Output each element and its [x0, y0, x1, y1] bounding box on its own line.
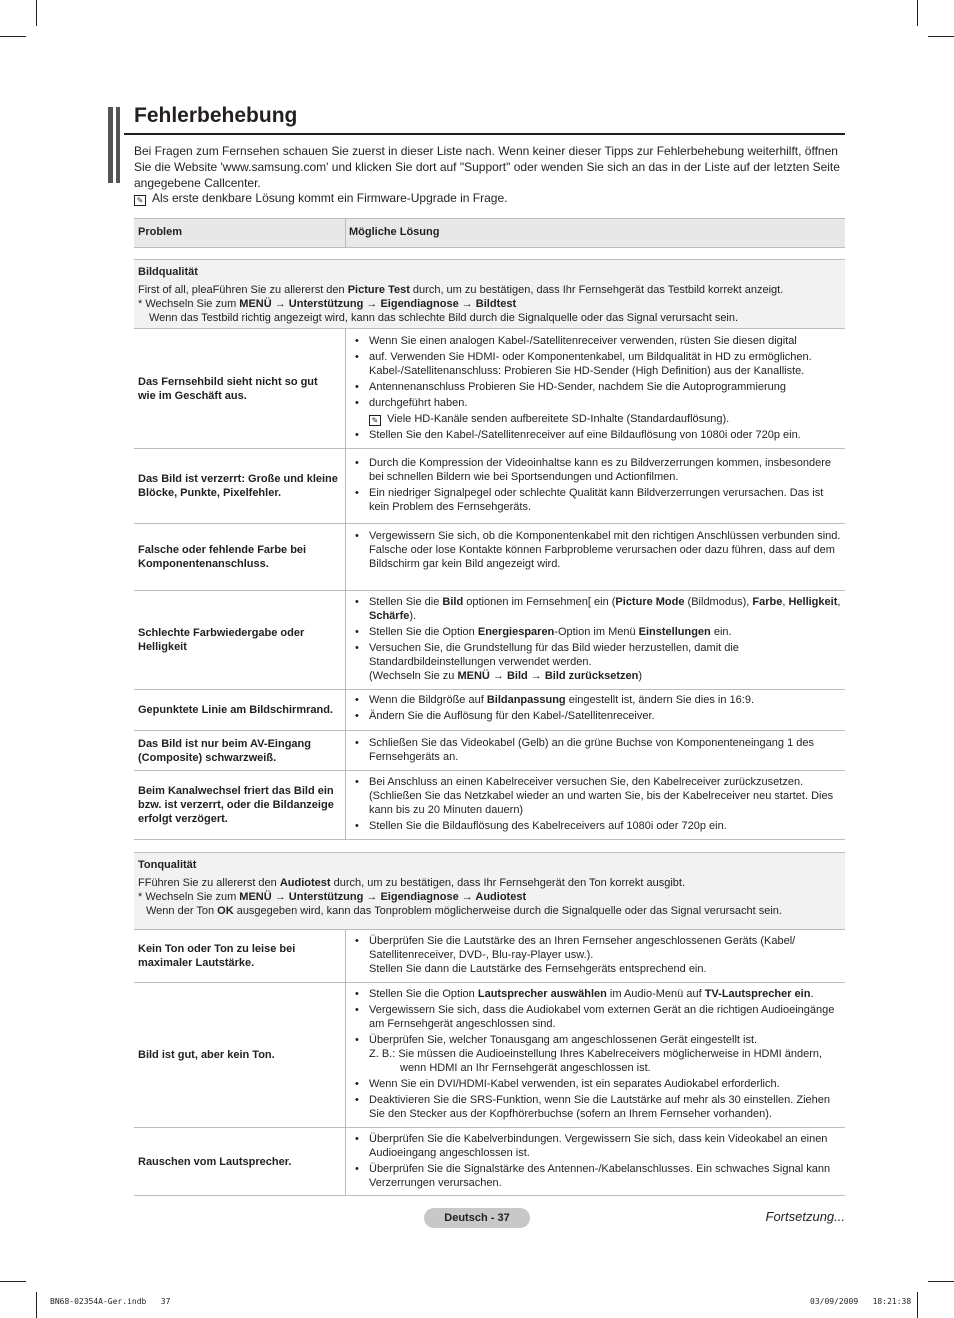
problem-cell: Das Bild ist verzerrt: Große und kleine Blöcke, Punkte, Pixelfehler. [138, 473, 338, 499]
solution-item: • Stellen Sie den Kabel-/Satellitenreceiver auf eine Bildauflösung von 1080i oder 720p ein. [353, 428, 841, 442]
crop-mark [928, 1281, 954, 1282]
table-row [134, 983, 845, 1128]
section-line: * Wechseln Sie zum MENÜ → Unterstützung → Eigendiagnose → Bildtest [138, 298, 517, 310]
crop-mark [36, 1292, 37, 1318]
section-line: Wenn der Ton OK ausgegeben wird, kann das Tonproblem möglicherweise durch die Signalquelle oder das Signal verursacht sein. [146, 905, 782, 917]
solution-item: • Deaktivieren Sie die SRS-Funktion, wenn Sie die Lautstärke auf mehr als 30 einstellen. Ziehen Sie den Stecker aus der Kopfhörerbuchse (sofern an Ihrem Fernseher vorhanden). [353, 1093, 841, 1121]
solution-item: • Wenn Sie ein DVI/HDMI-Kabel verwenden, ist ein separates Audiokabel erforderlich. [353, 1077, 841, 1091]
solution-item: • Antennenanschluss Probieren Sie HD-Sender, nachdem Sie die Autoprogrammierung [353, 380, 841, 394]
section-line: * Wechseln Sie zum MENÜ → Unterstützung → Eigendiagnose → Audiotest [138, 891, 527, 903]
page-title: Fehlerbehebung [134, 104, 298, 127]
solution-item: • Überprüfen Sie die Lautstärke des an Ihren Fernseher angeschlossenen Geräts (Kabel/ Satellitenreceiver, DVD-, Blu-ray-Player usw.). Stellen Sie dann die Lautstärke des Fernsehgeräts entsprechend ein. [353, 934, 841, 976]
problem-cell: Das Fernsehbild sieht nicht so gut wie im Geschäft aus. [138, 375, 318, 402]
col-solution-header: Mögliche Lösung [349, 226, 440, 238]
table-row [134, 731, 845, 771]
table-row [134, 930, 845, 983]
solution-item: • Durch die Kompression der Videoinhaltse kann es zu Bildverzerrungen kommen, insbesondere bei schnellen Bildern wie bei Sportsendungen und Actionfilmen. [353, 456, 841, 484]
page-number-badge: Deutsch - 37 [424, 1208, 530, 1228]
solution-item: • Wenn die Bildgröße auf Bildanpassung eingestellt ist, ändern Sie dies in 16:9. [353, 693, 841, 707]
section-line: First of all, pleaFühren Sie zu allererst den Picture Test durch, um zu bestätigen, dass Ihr Fernsehgerät das Testbild korrekt anzeigt. [138, 284, 784, 296]
section-title: Bildqualität [138, 266, 198, 278]
solution-item: • Versuchen Sie, die Grundstellung für das Bild wieder herzustellen, damit die Standardbildeinstellungen verwendet werden. (Wechseln Sie zu MENÜ → Bild → Bild zurücksetzen) [353, 641, 841, 683]
table-row [134, 329, 845, 449]
solution-item: • Überprüfen Sie die Signalstärke des Antennen-/Kabelanschlusses. Ein schwaches Signal kann Verzerrungen verursachen. [353, 1162, 841, 1190]
solution-item: • Ein niedriger Signalpegel oder schlechte Qualität kann Bildverzerrungen verursachen. Das ist kein Problem des Fernsehgeräts. [353, 486, 841, 514]
crop-mark [0, 36, 26, 37]
solution-item: • Vergewissern Sie sich, ob die Komponentenkabel mit den richtigen Anschlüssen verbunden sind. Falsche oder lose Kontakte können Farbprobleme verursachen oder dazu führen, dass auf dem Bildschirm gar kein Bild angezeigt wird. [353, 529, 841, 571]
sound-section [134, 852, 845, 930]
intro-note [134, 190, 508, 206]
table-row [134, 771, 845, 840]
problem-cell: Rauschen vom Lautsprecher. [138, 1155, 292, 1168]
table-row [134, 591, 845, 690]
solution-item: • Stellen Sie die Bildauflösung des Kabelreceivers auf 1080i oder 720p ein. [353, 819, 841, 833]
problem-cell: Bild ist gut, aber kein Ton. [138, 1049, 275, 1061]
solution-note: ✎ Viele HD-Kanäle senden aufbereitete SD-Inhalte (Standardauflösung). [353, 412, 841, 426]
crop-mark [928, 36, 954, 37]
solution-cell [353, 987, 841, 1123]
solution-item: • Stellen Sie die Option Energiesparen-Option im Menü Einstellungen ein. [353, 625, 841, 639]
crop-mark [917, 1292, 918, 1318]
solution-item: • auf. Verwenden Sie HDMI- oder Komponentenkabel, um Bildqualität in HD zu ermöglichen. Kabel-/Satellitenanschluss: Probieren Sie HD-Sender (High Definition) aus der Kanalliste. [353, 350, 841, 378]
table-row [134, 524, 845, 591]
solution-item: • Vergewissern Sie sich, dass die Audiokabel vom externen Gerät an die richtigen Audioeingänge am Fernsehgerät angeschlossen sind. [353, 1003, 841, 1031]
intro-text: Bei Fragen zum Fernsehen schauen Sie zuerst in dieser Liste nach. Wenn keiner dieser Tipps zur Fehlerbehebung weiterhilft, öffnen Sie die Website 'www.samsung.com' und klicken Sie dort auf "Support" oder wenden Sie sich an das in der Liste auf der letzten Seite angegebene Callcenter. [134, 144, 840, 190]
solution-cell [353, 934, 841, 978]
solution-item: • Überprüfen Sie, welcher Tonausgang am angeschlossenen Gerät eingestellt ist. Z. B.: Sie müssen die Audioeinstellung Ihres Kabelreceivers möglicherweise in HDMI ändern, wenn HDMI an Ihr Fernsehgerät angeschlossen ist. [353, 1033, 841, 1075]
note-icon: ✎ [369, 415, 381, 426]
print-file-info: BN68-02354A-Ger.indb 37 [50, 1297, 171, 1306]
print-date-info: 03/09/2009 18:21:38 [810, 1297, 912, 1306]
solution-cell [353, 456, 841, 516]
table-row [134, 690, 845, 731]
problem-cell: Falsche oder fehlende Farbe bei Komponentenanschluss. [138, 544, 307, 570]
solution-cell [353, 1132, 841, 1192]
table-row [134, 449, 845, 524]
solution-cell [353, 529, 841, 573]
solution-cell [353, 775, 841, 835]
solution-item: • durchgeführt haben. [353, 396, 841, 410]
solution-cell [353, 595, 841, 685]
problem-cell: Schlechte Farbwiedergabe oder Helligkeit [138, 627, 305, 653]
crop-mark [0, 1281, 26, 1282]
section-line: FFühren Sie zu allererst den Audiotest durch, um zu bestätigen, dass Ihr Fernsehgerät den Ton korrekt ausgibt. [138, 877, 686, 889]
title-rule [124, 133, 845, 135]
solution-item: • Stellen Sie die Option Lautsprecher auswählen im Audio-Menü auf TV-Lautsprecher ein. [353, 987, 841, 1001]
problem-cell: Gepunktete Linie am Bildschirmrand. [138, 704, 333, 716]
problem-cell: Beim Kanalwechsel friert das Bild ein bzw. ist verzerrt, oder die Bildanzeige erfolgt verzögert. [138, 785, 334, 825]
solution-item: • Stellen Sie die Bild optionen im Fernsehmen[ ein (Picture Mode (Bildmodus), Farbe, Helligkeit, Schärfe). [353, 595, 841, 623]
section-title: Tonqualität [138, 859, 197, 871]
table-row [134, 1128, 845, 1196]
problem-cell: Das Bild ist nur beim AV-Eingang (Composite) schwarzweiß. [138, 737, 311, 764]
table-header [134, 218, 845, 248]
col-problem-header: Problem [138, 226, 183, 238]
picture-section [134, 259, 845, 329]
solution-item: • Bei Anschluss an einen Kabelreceiver versuchen Sie, den Kabelreceiver zurückzusetzen. (Schließen Sie das Netzkabel wieder an und warten Sie, bis der Kabelreceiver neu startet. Dies kann bis zu 20 Minuten dauern) [353, 775, 841, 817]
solution-item: • Wenn Sie einen analogen Kabel-/Satellitenreceiver verwenden, rüsten Sie diesen digital [353, 334, 841, 348]
crop-mark [917, 0, 918, 26]
problem-cell: Kein Ton oder Ton zu leise bei maximaler Lautstärke. [138, 943, 296, 969]
title-side-bars [108, 107, 122, 183]
solution-cell [353, 736, 841, 766]
solution-item: • Schließen Sie das Videokabel (Gelb) an die grüne Buchse von Komponenteneingang 1 des Fernsehgeräts an. [353, 736, 841, 764]
intro-note-text: Als erste denkbare Lösung kommt ein Firmware-Upgrade in Frage. [152, 191, 508, 205]
section-line: Wenn das Testbild richtig angezeigt wird, kann das schlechte Bild durch die Signalquelle oder das Signal verursacht sein. [149, 312, 739, 324]
solution-cell [353, 693, 841, 725]
crop-mark [36, 0, 37, 26]
continue-label: Fortsetzung... [765, 1209, 845, 1224]
note-icon: ✎ [134, 195, 146, 206]
solution-item: • Ändern Sie die Auflösung für den Kabel-/Satellitenreceiver. [353, 709, 841, 723]
solution-item: • Überprüfen Sie die Kabelverbindungen. Vergewissern Sie sich, dass kein Videokabel an einen Audioeingang angeschlossen ist. [353, 1132, 841, 1160]
solution-cell [353, 334, 841, 444]
